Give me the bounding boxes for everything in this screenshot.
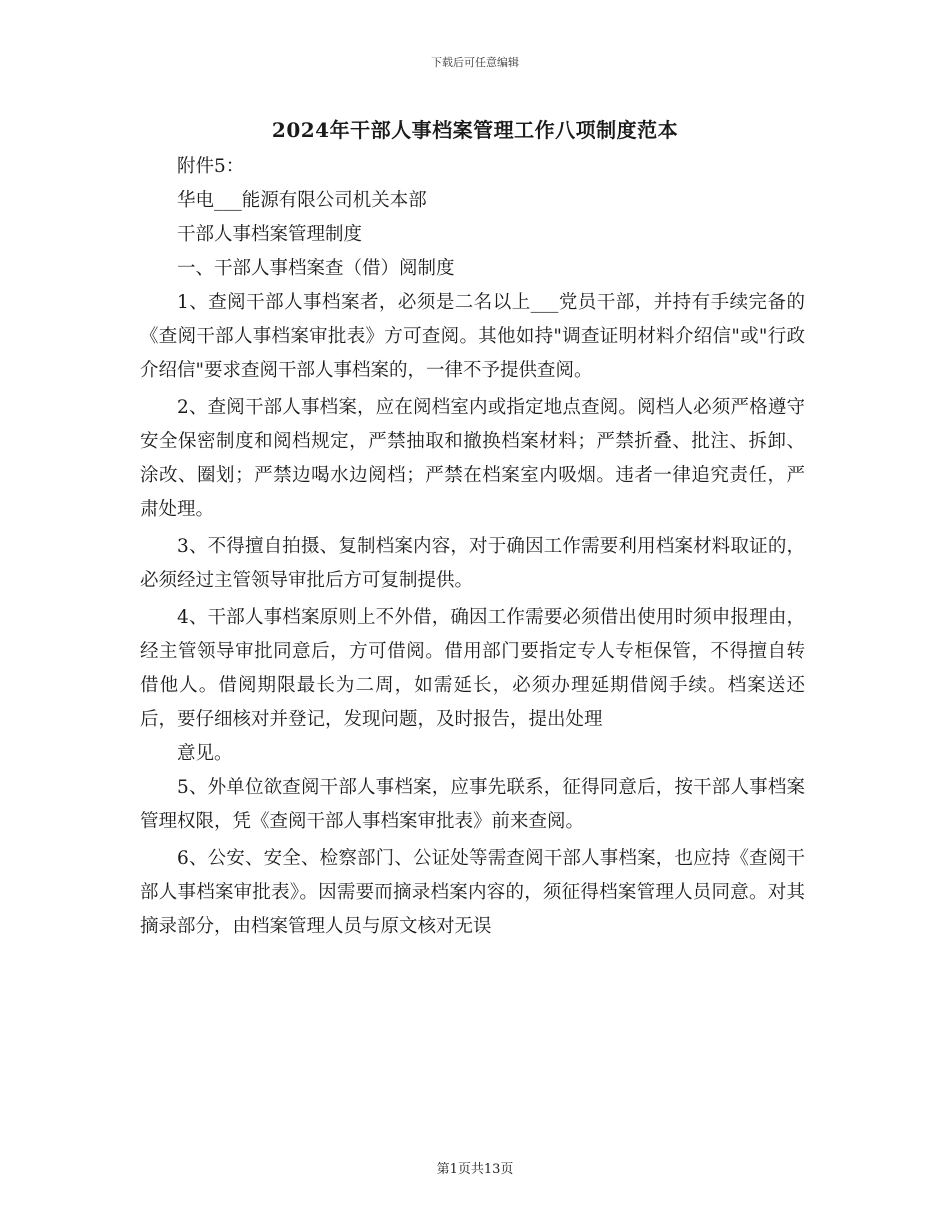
paragraph-item-5: 5、外单位欲查阅干部人事档案，应事先联系，征得同意后，按干部人事档案管理权限，凭《查阅干部人事档案审批表》前来查阅。 <box>140 777 805 832</box>
paragraph-item-1: 1、查阅干部人事档案者，必须是二名以上___党员干部，并持有手续完备的《查阅干部人事档案审批表》方可查阅。其他如持"调查证明材料介绍信"或"行政介绍信"要求查阅干部人事档案的，一律不予提供查阅。 <box>140 292 805 381</box>
paragraph-item-3: 3、不得擅自拍摄、复制档案内容，对于确因工作需要利用档案材料取证的，必须经过主管领导审批后方可复制提供。 <box>140 536 805 591</box>
page-number: 第1页共13页 <box>436 1162 514 1177</box>
paragraph-item-6: 6、公安、安全、检察部门、公证处等需查阅干部人事档案，也应持《查阅干部人事档案审批表》。因需要而摘录档案内容的，须征得档案管理人员同意。对其摘录部分，由档案管理人员与原文核对无误 <box>140 848 805 937</box>
paragraph-section-heading: 干部人事档案管理制度 <box>177 224 363 245</box>
document-title: 2024年干部人事档案管理工作八项制度范本 <box>271 118 679 142</box>
paragraph-attachment: 附件5： <box>177 156 245 177</box>
paragraph-company: 华电___能源有限公司机关本部 <box>177 190 427 211</box>
paragraph-item-4: 4、干部人事档案原则上不外借，确因工作需要必须借出使用时须申报理由，经主管领导审批同意后，方可借阅。借用部门要指定专人专柜保管，不得擅自转借他人。借阅期限最长为二周，如需延长，必须办理延期借阅手续。档案送还后，要仔细核对并登记，发现问题，及时报告，提出处理 <box>140 607 805 730</box>
paragraph-item-4-continued: 意见。 <box>177 743 233 764</box>
header-note: 下载后可任意编辑 <box>431 56 519 69</box>
document-body <box>140 150 805 944</box>
paragraph-subsection-heading: 一、干部人事档案查（借）阅制度 <box>177 258 455 279</box>
paragraph-item-2: 2、查阅干部人事档案，应在阅档室内或指定地点查阅。阅档人必须严格遵守安全保密制度和阅档规定，严禁抽取和撤换档案材料；严禁折叠、批注、拆卸、涂改、圈划；严禁边喝水边阅档；严禁在档案室内吸烟。违者一律追究责任，严肃处理。 <box>140 397 805 520</box>
